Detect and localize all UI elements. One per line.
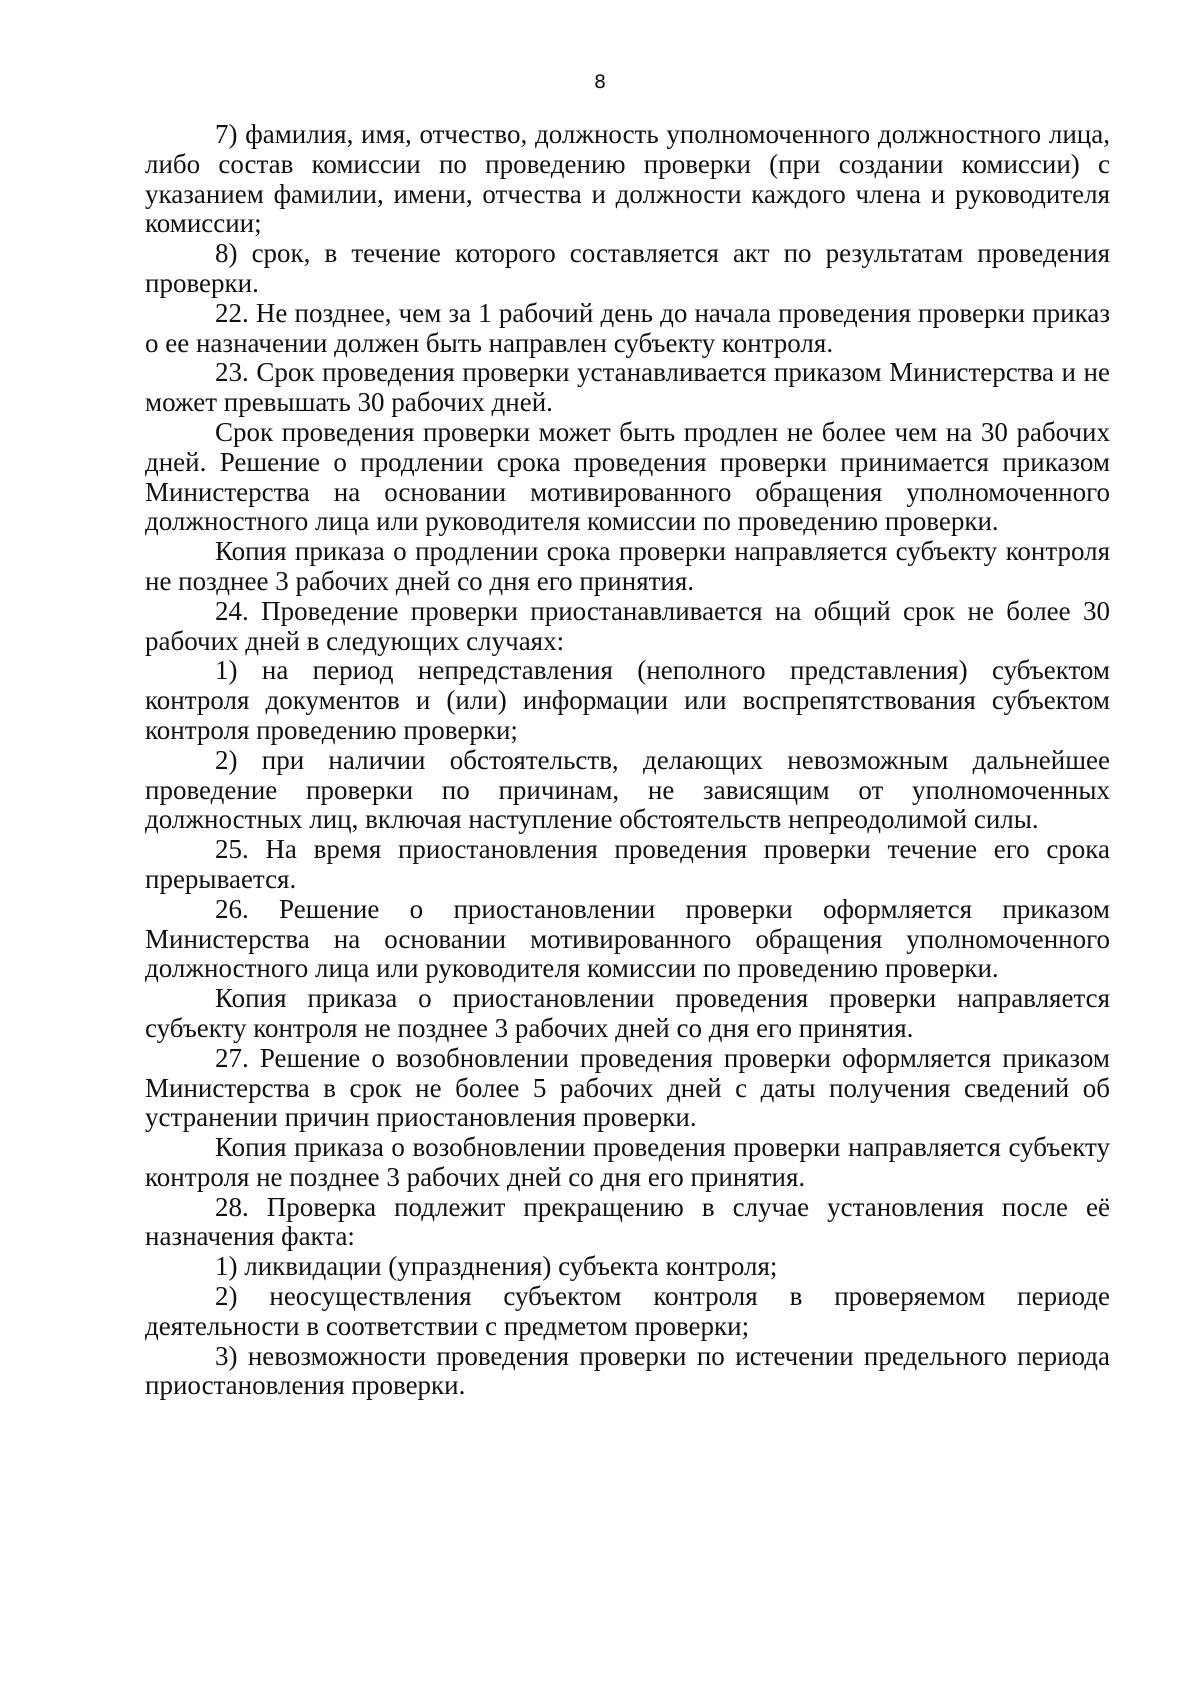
clause-24-suspension: 24. Проведение проверки приостанавливается на общий срок не более 30 рабочих дней в следующих случаях: xyxy=(145,595,1110,656)
clause-27-resumption-copy: Копия приказа о возобновлении проведения проверки направляется субъекту контроля не позднее 3 рабочих дней со дня его принятия. xyxy=(145,1132,1110,1192)
clause-28-case-3: 3) невозможности проведения проверки по истечении предельного периода приостановления проверки. xyxy=(145,1340,1110,1401)
clause-22-notice: 22. Не позднее, чем за 1 рабочий день до начала проведения проверки приказ о ее назначении должен быть направлен субъекту контроля. xyxy=(145,297,1110,358)
clause-28-case-2: 2) неосуществления субъектом контроля в проверяемом периоде деятельности в соответствии с предметом проверки; xyxy=(145,1281,1110,1341)
clause-25-term-interruption: 25. На время приостановления проведения проверки течение его срока прерывается. xyxy=(145,834,1110,894)
clause-28-termination: 28. Проверка подлежит прекращению в случае установления после её назначения факта: xyxy=(145,1191,1110,1252)
clause-26-suspension-decision: 26. Решение о приостановлении проверки оформляется приказом Министерства на основании мотивированного обращения уполномоченного должностного лица или руководителя комиссии по проведению проверки. xyxy=(145,893,1110,984)
item-7-inspector-details: 7) фамилия, имя, отчество, должность уполномоченного должностного лица, либо состав комиссии по проведению проверки (при создании комиссии) с указанием фамилии, имени, отчества и должности каждого члена и руководителя комиссии; xyxy=(145,119,1110,239)
clause-26-suspension-copy: Копия приказа о приостановлении проведения проверки направляется субъекту контроля не позднее 3 рабочих дней со дня его принятия. xyxy=(145,983,1110,1043)
page-number: 8 xyxy=(593,71,607,93)
clause-23-extension-copy: Копия приказа о продлении срока проверки направляется субъекту контроля не позднее 3 рабочих дней со дня его принятия. xyxy=(145,536,1110,596)
clause-28-case-1: 1) ликвидации (упразднения) субъекта контроля; xyxy=(215,1251,778,1282)
item-8-act-deadline: 8) срок, в течение которого составляется акт по результатам проведения проверки. xyxy=(145,238,1110,298)
clause-23-extension: Срок проведения проверки может быть продлен не более чем на 30 рабочих дней. Решение о продлении срока проведения проверки принимается приказом Министерства на основании мотивированного обращения уполномоченного должностного лица или руководителя комиссии по проведению проверки. xyxy=(145,416,1110,537)
document-body xyxy=(145,120,1110,1401)
clause-24-case-1: 1) на период непредставления (неполного представления) субъектом контроля документов и (или) информации или воспрепятствования субъектом контроля проведению проверки; xyxy=(145,655,1110,745)
clause-24-case-2: 2) при наличии обстоятельств, делающих невозможным дальнейшее проведение проверки по причинам, не зависящим от уполномоченных должностных лиц, включая наступление обстоятельств непреодолимой силы. xyxy=(145,744,1110,835)
clause-23-duration: 23. Срок проведения проверки устанавливается приказом Министерства и не может превышать 30 рабочих дней. xyxy=(145,357,1110,418)
clause-27-resumption-decision: 27. Решение о возобновлении проведения проверки оформляется приказом Министерства в срок не более 5 рабочих дней с даты получения сведений об устранении причин приостановления проверки. xyxy=(145,1042,1110,1133)
